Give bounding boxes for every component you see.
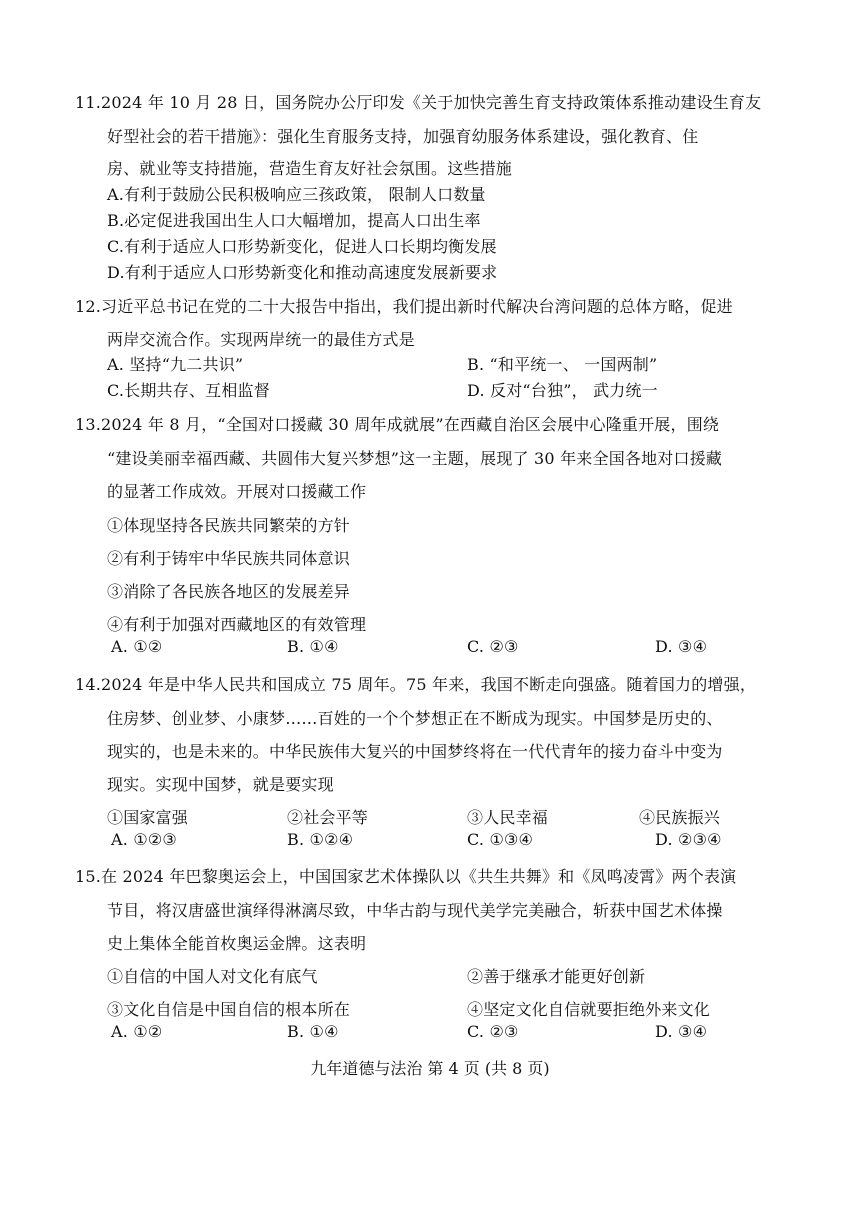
- q11-option-a: A.有利于鼓励公民积极响应三孩政策， 限制人口数量: [107, 185, 486, 204]
- q14-item-3: ③人民幸福: [467, 808, 549, 827]
- q15-stem-line-3: 史上集体全能首枚奥运金牌。这表明: [107, 934, 367, 953]
- q15-item-1: ①自信的中国人对文化有底气: [107, 967, 318, 986]
- q11-option-c: C.有利于适应人口形势新变化，促进人口长期均衡发展: [107, 237, 497, 256]
- q14-stem-line-4: 现实。实现中国梦，就是要实现: [107, 775, 334, 794]
- q13-option-c: C. ②③: [467, 637, 519, 656]
- q15-item-4: ④坚定文化自信就要拒绝外来文化: [467, 1000, 711, 1019]
- q14-option-c: C. ①③④: [467, 830, 534, 849]
- q12-stem-line-1: 12.习近平总书记在党的二十大报告中指出，我们提出新时代解决台湾问题的总体方略，促进: [75, 297, 733, 316]
- q12-option-b: B. “和平统一、 一国两制”: [467, 355, 658, 374]
- q14-stem-line-1: 14.2024 年是中华人民共和国成立 75 周年。75 年来，我国不断走向强盛。随着国力的增强，: [75, 675, 757, 694]
- q15-stem-line-2: 节目，将汉唐盛世演绎得淋漓尽致，中华古韵与现代美学完美融合，斩获中国艺术体操: [107, 901, 723, 920]
- q12-option-a: A. 坚持“九二共识”: [107, 355, 244, 374]
- page-footer: 九年道德与法治 第 4 页 (共 8 页): [310, 1059, 550, 1078]
- q15-option-a: A. ①②: [111, 1022, 163, 1041]
- q14-item-1: ①国家富强: [107, 808, 189, 827]
- q13-option-b: B. ①④: [287, 637, 339, 656]
- q11-stem-line-1: 11.2024 年 10 月 28 日，国务院办公厅印发《关于加快完善生育支持政策体系推动建设生育友: [75, 93, 762, 112]
- q13-item-3: ③消除了各民族各地区的发展差异: [107, 582, 351, 601]
- q13-item-4: ④有利于加强对西藏地区的有效管理: [107, 615, 367, 634]
- q14-item-4: ④民族振兴: [639, 808, 721, 827]
- q12-stem-line-2: 两岸交流合作。实现两岸统一的最佳方式是: [107, 330, 415, 349]
- q11-option-b: B.必定促进我国出生人口大幅增加，提高人口出生率: [107, 211, 481, 230]
- q13-item-2: ②有利于铸牢中华民族共同体意识: [107, 549, 351, 568]
- q12-option-d: D. 反对“台独”， 武力统一: [467, 381, 658, 400]
- q14-option-a: A. ①②③: [111, 830, 177, 849]
- q13-stem-line-2: “建设美丽幸福西藏、共圆伟大复兴梦想”这一主题，展现了 30 年来全国各地对口援藏: [107, 449, 723, 468]
- q13-stem-line-1: 13.2024 年 8 月，“全国对口援藏 30 周年成就展”在西藏自治区会展中心隆重开展，围绕: [75, 415, 720, 434]
- q11-stem-line-3: 房、就业等支持措施，营造生育友好社会氛围。这些措施: [107, 159, 513, 178]
- q11-option-d: D.有利于适应人口形势新变化和推动高速度发展新要求: [107, 263, 498, 282]
- q14-stem-line-3: 现实的，也是未来的。中华民族伟大复兴的中国梦终将在一代代青年的接力奋斗中变为: [107, 742, 723, 761]
- q13-item-1: ①体现坚持各民族共同繁荣的方针: [107, 516, 351, 535]
- q13-option-a: A. ①②: [111, 637, 163, 656]
- q11-stem-line-2: 好型社会的若干措施》：强化生育服务支持，加强育幼服务体系建设，强化教育、住: [107, 127, 699, 146]
- q13-stem-line-3: 的显著工作成效。开展对口援藏工作: [107, 482, 367, 501]
- q15-item-3: ③文化自信是中国自信的根本所在: [107, 1000, 351, 1019]
- q14-item-2: ②社会平等: [287, 808, 369, 827]
- q15-item-2: ②善于继承才能更好创新: [467, 967, 646, 986]
- q15-option-c: C. ②③: [467, 1022, 519, 1041]
- q15-option-b: B. ①④: [287, 1022, 339, 1041]
- q13-option-d: D. ③④: [655, 637, 708, 656]
- q15-stem-line-1: 15.在 2024 年巴黎奥运会上，中国国家艺术体操队以《共生共舞》和《凤鸣凌霄》两个表演: [75, 867, 737, 886]
- q14-stem-line-2: 住房梦、创业梦、小康梦……百姓的一个个梦想正在不断成为现实。中国梦是历史的、: [107, 709, 723, 728]
- q14-option-b: B. ①②④: [287, 830, 354, 849]
- q14-option-d: D. ②③④: [655, 830, 722, 849]
- q15-option-d: D. ③④: [655, 1022, 708, 1041]
- q12-option-c: C.长期共存、互相监督: [107, 381, 270, 400]
